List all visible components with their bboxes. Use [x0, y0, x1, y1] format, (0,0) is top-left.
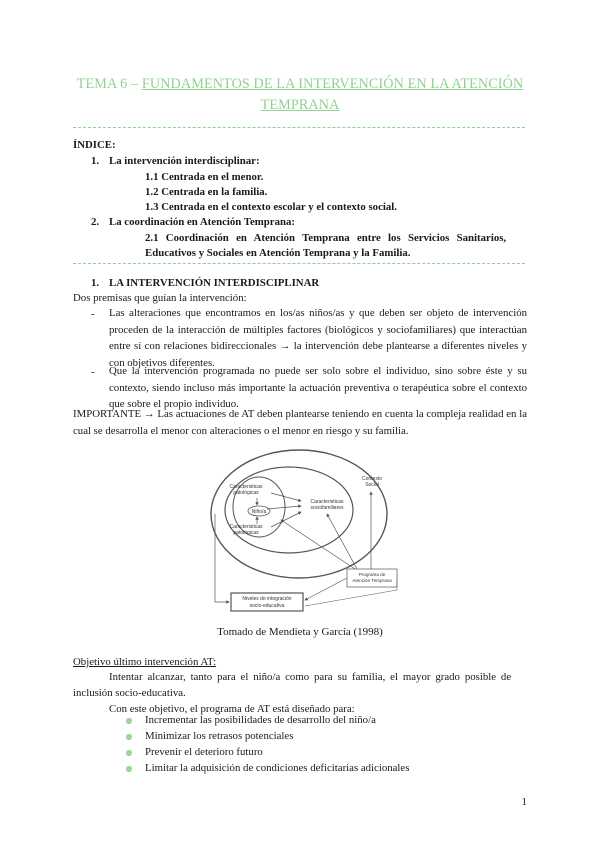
index-heading: ÍNDICE:: [73, 139, 116, 151]
objective-bullet-1: Incrementar las posibilidades de desarrollo del niño/a: [145, 714, 376, 726]
index-sub-1-1: 1.1 Centrada en el menor.: [145, 171, 264, 183]
program-label-2: Atención Temprana: [352, 578, 392, 583]
index-item-1-num: 1.: [91, 155, 100, 167]
index-sub-1-3: 1.3 Centrada en el contexto escolar y el contexto social.: [145, 201, 397, 213]
premise-2-dash: -: [91, 366, 95, 378]
premises-intro: Dos premisas que guían la intervención:: [73, 292, 247, 304]
objective-line-1: Intentar alcanzar, tanto para el niño/a como para su familia, el mayor grado posible de: [109, 671, 512, 683]
premise-1-dash: -: [91, 308, 95, 320]
section-1-num: 1.: [91, 277, 100, 289]
index-item-2-num: 2.: [91, 216, 100, 228]
premise-1: Las alteraciones que encontramos en los/as niños/as y que deben ser objeto de intervención proceden de la interacción de múltiples factores (biológicos y sociofamiliares) que interactúan entre sí con relaciones bidireccionales → la intervención debe plantearse a diferentes niveles y con objetivos diferentes.: [109, 307, 527, 369]
bullet-dot: [126, 766, 132, 772]
context-label-2: Social: [365, 482, 379, 488]
arrow-context-levels: [215, 514, 229, 602]
arrow-patho2-socio: [271, 512, 301, 527]
levels-label-1: Niveles de integración: [242, 596, 292, 602]
index-sub-2-1a: 2.1 Coordinación en Atención Temprana entre los Servicios Sanitarios,: [145, 232, 507, 244]
program-label-1: Programa de: [358, 572, 386, 577]
child-label: Niño/a: [251, 509, 267, 515]
outer-ellipse-context: [211, 450, 387, 578]
document-title: [60, 74, 540, 116]
section-1-heading: LA INTERVENCIÓN INTERDISCIPLINAR: [109, 277, 320, 289]
levels-label-2: socio-educativa: [249, 603, 285, 609]
pathological-label-2b: patológicas: [233, 530, 259, 536]
arrow-program-levels: [305, 578, 347, 600]
figure-caption: Tomado de Mendieta y García (1998): [217, 626, 383, 638]
index-item-2: La coordinación en Atención Temprana:: [109, 216, 295, 228]
context-label-1: Contexto: [361, 476, 383, 482]
objective-lead: Con este objetivo, el programa de AT está diseñado para:: [109, 703, 355, 715]
bullet-dot: [126, 750, 132, 756]
important-note: IMPORTANTE → Las actuaciones de AT deben plantearse teniendo en cuenta la compleja realidad en la cual se desarrolla el menor con alteraciones o el menor en riesgo y su familia.: [73, 408, 527, 437]
title-prefix: TEMA 6 –: [76, 76, 142, 92]
page-number: 1: [521, 796, 527, 808]
index-sub-2-1b: Educativos y Sociales en Atención Temprana y la Familia.: [145, 247, 411, 259]
socio-label-a: Caracteristicas: [310, 499, 344, 505]
index-sub-1-2: 1.2 Centrada en la familia.: [145, 186, 268, 198]
bullet-dot: [126, 734, 132, 740]
objective-line-2: inclusión socio-educativa.: [73, 687, 186, 699]
socio-label-b: sociofamiliares: [310, 505, 344, 511]
arrow-child-socio: [267, 506, 301, 509]
divider-top: [73, 127, 525, 128]
premise-2: Que la intervención programada no puede ser solo sobre el individuo, sino sobre éste y su contexto, siendo incluso más importante la actuación preventiva o terapéutica sobre el contexto que sobre el propio individuo.: [109, 365, 527, 410]
divider-bottom: [73, 263, 525, 264]
intervention-diagram: [205, 440, 401, 616]
objective-bullet-4: Limitar la adquisición de condiciones deficitarias adicionales: [145, 762, 410, 774]
pathological-label-1b: patológicas: [233, 490, 259, 496]
bullet-dot: [126, 718, 132, 724]
objective-heading: Objetivo último intervención AT:: [73, 656, 217, 668]
title-line2: TEMPRANA: [260, 97, 340, 113]
pathological-label-1a: Caracteristicas: [229, 484, 263, 490]
objective-bullet-3: Prevenir el deterioro futuro: [145, 746, 263, 758]
arrow-patho-socio: [271, 493, 301, 501]
objective-bullet-2: Minimizar los retrasos potenciales: [145, 730, 294, 742]
pathological-label-2a: Caracteristicas: [229, 524, 263, 530]
title-line1: FUNDAMENTOS DE LA INTERVENCIÓN EN LA ATENCIÓN: [141, 76, 524, 92]
index-item-1: La intervención interdisciplinar:: [109, 155, 260, 167]
